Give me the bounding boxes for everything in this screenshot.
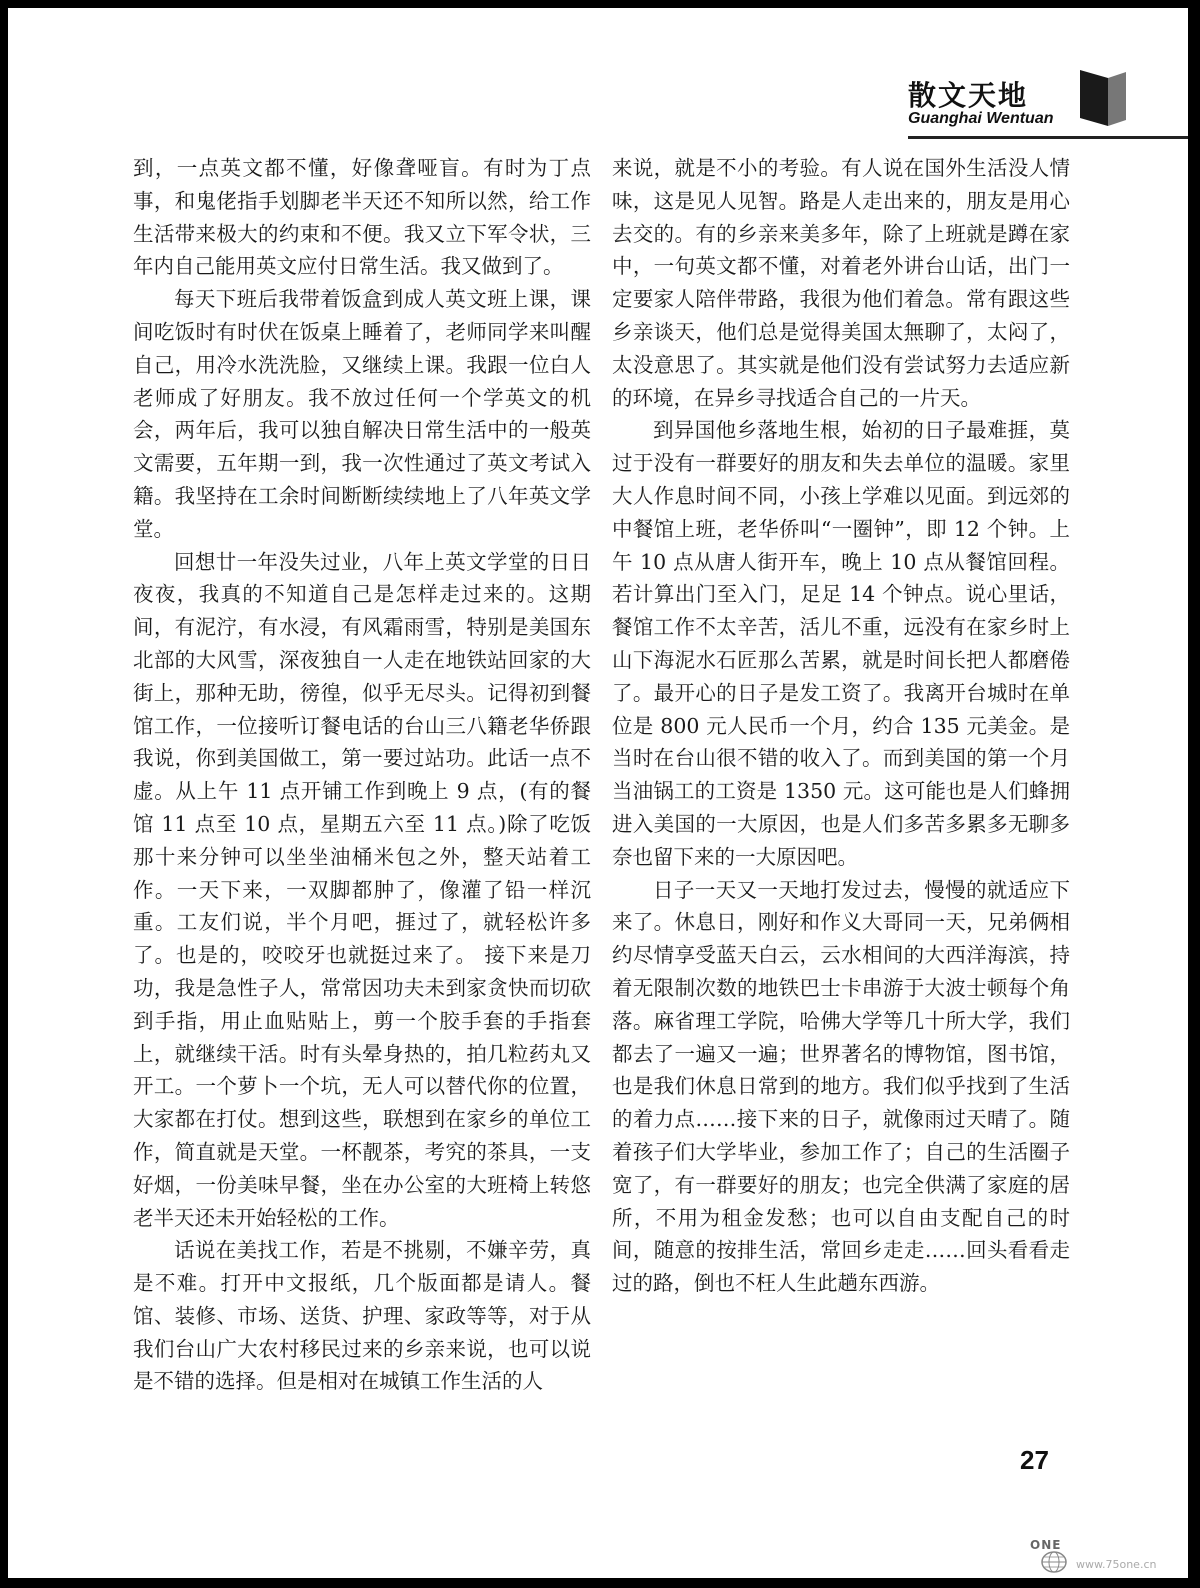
text-column-left bbox=[133, 152, 591, 1398]
magazine-page bbox=[8, 8, 1188, 1578]
paragraph: 回想廿一年没失过业，八年上英文学堂的日日夜夜，我真的不知道自己是怎样走过来的。这期间，有泥泞，有水浸，有风霜雨雪，特别是美国东北部的大风雪，深夜独自一人走在地铁站回家的大街上，那种无助，徬徨，似乎无尽头。记得初到餐馆工作，一位接听订餐电话的台山三八籍老华侨跟我说，你到美国做工，第一要过站功。此话一点不虚。从上午 11 点开铺工作到晚上 9 点，(有的餐馆 11 点至 10 点，星期五六至 11 点。)除了吃饭那十来分钟可以坐坐油桶米包之外，整天站着工作。一天下来，一双脚都肿了，像灌了铅一样沉重。工友们说，半个月吧，捱过了，就轻松许多了。也是的，咬咬牙也就挺过来了。 接下来是刀功，我是急性子人，常常因功夫未到家贪快而切砍到手指，用止血贴贴上，剪一个胶手套的手指套上，就继续干活。时有头晕身热的，拍几粒药丸又开工。一个萝卜一个坑，无人可以替代你的位置，大家都在打仗。想到这些，联想到在家乡的单位工作，简直就是天堂。一杯靓茶，考究的茶具，一支好烟，一份美味早餐，坐在办公室的大班椅上转悠老半天还未开始轻松的工作。 bbox=[133, 549, 591, 1230]
header-rule bbox=[908, 136, 1188, 139]
paragraph: 日子一天又一天地打发过去，慢慢的就适应下来了。休息日，刚好和作义大哥同一天，兄弟俩相约尽情享受蓝天白云，云水相间的大西洋海滨，持着无限制次数的地铁巴士卡串游于大波士顿每个角落。麻省理工学院，哈佛大学等几十所大学，我们都去了一遍又一遍；世界著名的博物馆，图书馆，也是我们休息日常到的地方。我们似乎找到了生活的着力点……接下来的日子，就像雨过天晴了。随着孩子们大学毕业，参加工作了；自己的生活圈子宽了，有一群要好的朋友；也完全供满了家庭的居所，不用为租金发愁；也可以自由支配自己的时间，随意的按排生活，常回乡走走……回头看看走过的路，倒也不枉人生此趟东西游。 bbox=[612, 877, 1070, 1296]
paragraph: 话说在美找工作，若是不挑剔，不嫌辛劳，真是不难。打开中文报纸，几个版面都是请人。餐馆、装修、市场、送货、护理、家政等等，对于从我们台山广大农村移民过来的乡亲来说，也可以说是不错的选择。但是相对在城镇工作生活的人 bbox=[133, 1238, 591, 1394]
section-header bbox=[868, 68, 1188, 158]
section-title: 散文天地 bbox=[908, 79, 1029, 112]
globe-icon bbox=[1040, 1550, 1068, 1574]
paragraph: 来说，就是不小的考验。有人说在国外生活没人情味，这是见人见智。路是人走出来的，朋友是用心去交的。有的乡亲来美多年，除了上班就是蹲在家中，一句英文都不懂，对着老外讲台山话，出门一定要家人陪伴带路，我很为他们着急。常有跟这些乡亲谈天，他们总是觉得美国太無聊了，太闷了，太没意思了。其实就是他们没有尝试努力去适应新的环境，在异乡寻找适合自己的一片天。 bbox=[612, 156, 1070, 410]
watermark-logo: ONE bbox=[1030, 1538, 1062, 1552]
book-corner-icon bbox=[1078, 68, 1128, 128]
paragraph: 到，一点英文都不懂，好像聋哑盲。有时为丁点事，和鬼佬指手划脚老半天还不知所以然，给工作生活带来极大的约束和不便。我又立下军令状，三年内自己能用英文应付日常生活。我又做到了。 bbox=[133, 156, 591, 279]
paragraph: 每天下班后我带着饭盒到成人英文班上课，课间吃饭时有时伏在饭桌上睡着了，老师同学来叫醒自己，用冷水洗洗脸，又继续上课。我跟一位白人老师成了好朋友。我不放过任何一个学英文的机会，两年后，我可以独自解决日常生活中的一般英文需要，五年期一到，我一次性通过了英文考试入籍。我坚持在工余时间断断续续地上了八年英文学堂。 bbox=[133, 287, 591, 541]
text-column-right bbox=[612, 152, 1070, 1300]
section-subtitle: Guanghai Wentuan bbox=[908, 110, 1054, 127]
watermark-url: www.75one.cn bbox=[1076, 1558, 1157, 1571]
paragraph: 到异国他乡落地生根，始初的日子最难捱，莫过于没有一群要好的朋友和失去单位的温暖。家里大人作息时间不同，小孩上学难以见面。到远郊的中餐馆上班，老华侨叫“一圈钟”，即 12 个钟。上午 10 点从唐人街开车，晚上 10 点从餐馆回程。若计算出门至入门，足足 14 个钟点。说心里话，餐馆工作不太辛苦，活儿不重，远没有在家乡时上山下海泥水石匠那么苦累，就是时间长把人都磨倦了。最开心的日子是发工资了。我离开台城时在单位是 800 元人民币一个月，约合 135 元美金。是当时在台山很不错的收入了。而到美国的第一个月当油锅工的工资是 1350 元。这可能也是人们蜂拥进入美国的一大原因，也是人们多苦多累多无聊多奈也留下来的一大原因吧。 bbox=[612, 418, 1070, 869]
site-watermark bbox=[1018, 1540, 1188, 1578]
page-number: 27 bbox=[1020, 1445, 1049, 1475]
